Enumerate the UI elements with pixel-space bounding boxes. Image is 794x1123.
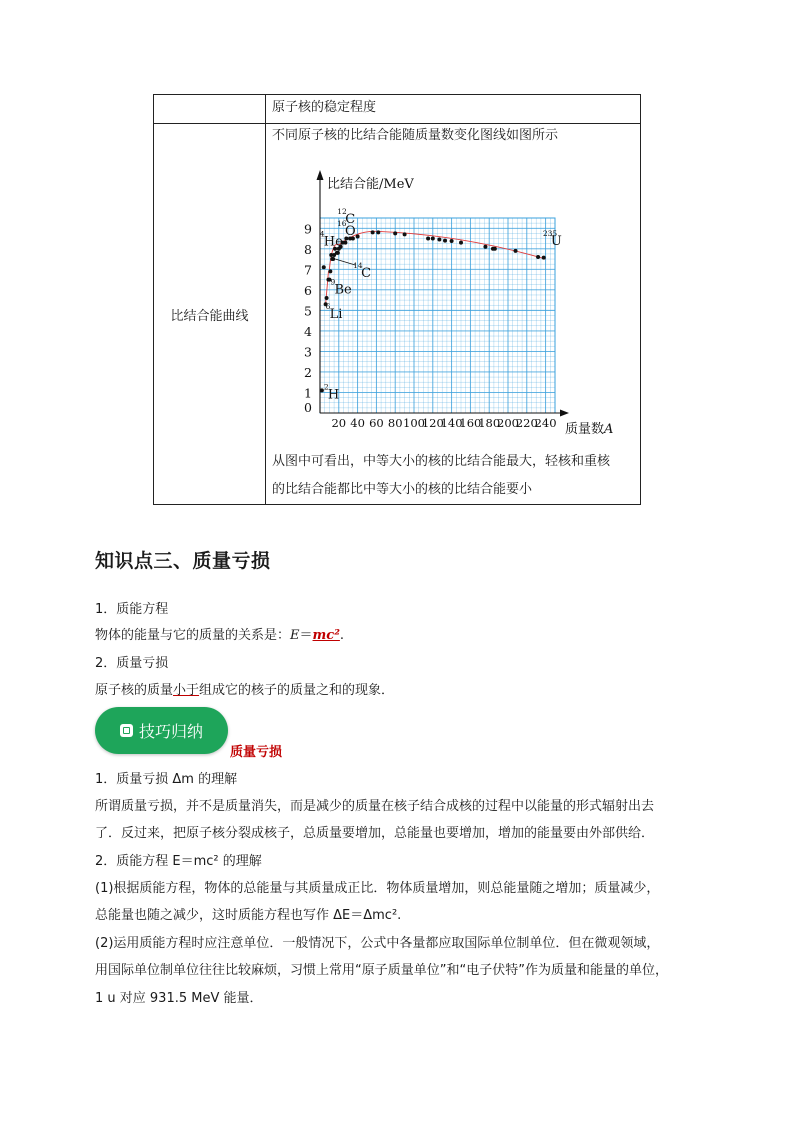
tips-p1-line1: 所谓质量亏损，并不是质量消失，而是减少的质量在核子结合成核的过程中以能量的形式辐射出去 xyxy=(95,799,655,814)
data-point xyxy=(403,232,407,236)
item2-key: 小于 xyxy=(173,683,200,698)
nucleus-symbol: U xyxy=(550,234,562,249)
data-point xyxy=(325,296,329,300)
data-point xyxy=(514,249,518,253)
y-tick-label: 6 xyxy=(304,282,312,298)
nucleus-mass-number: 6 xyxy=(325,302,331,312)
tips-caption: 质量亏损 xyxy=(230,745,283,760)
data-point xyxy=(450,239,454,243)
x-axis-arrow xyxy=(560,410,569,417)
table-row xyxy=(154,124,641,505)
x-tick-label: 100 xyxy=(403,416,425,430)
chart-conclusion-1: 从图中可看出，中等大小的核的比结合能最大，轻核和重核 xyxy=(272,454,611,469)
row-label-empty xyxy=(154,95,266,124)
data-point xyxy=(331,257,335,261)
x-axis-label xyxy=(565,421,613,437)
data-point xyxy=(328,269,332,273)
nucleus-mass-number: 12 xyxy=(337,206,347,216)
tips-badge-label: 技巧归纳 xyxy=(138,722,203,741)
tips-p3-line3: 1 u 对应 931.5 MeV 能量． xyxy=(95,991,263,1006)
y-tick-label: 2 xyxy=(304,364,312,380)
x-tick-label: 240 xyxy=(534,416,557,430)
data-point xyxy=(376,230,380,234)
chart-conclusion-2: 的比结合能都比中等大小的核的比结合能要小 xyxy=(272,482,533,497)
data-point xyxy=(371,230,375,234)
nucleus-mass-number: 16 xyxy=(337,218,347,228)
item2-heading: 2．质量亏损 xyxy=(95,656,169,671)
x-tick-label: 80 xyxy=(387,416,403,430)
y-tick-label: 0 xyxy=(304,400,312,415)
nucleus-symbol: H xyxy=(327,387,340,403)
knowledge-table xyxy=(153,94,641,505)
data-point xyxy=(483,245,487,249)
row-value-stability: 原子核的稳定程度 xyxy=(266,95,641,124)
tips-heading-1: 1．质量亏损 Δm 的理解 xyxy=(95,772,238,787)
y-axis-arrow xyxy=(317,170,324,180)
x-axis-label-var: A xyxy=(604,422,614,437)
tips-p3-line1: (2)运用质能方程时应注意单位．一般情况下，公式中各量都应取国际单位制单位．但在微观领域， xyxy=(95,936,660,951)
x-tick-label: 140 xyxy=(440,416,463,430)
row-label-curve: 比结合能曲线 xyxy=(154,124,266,505)
data-point xyxy=(356,234,360,238)
item2-post: 组成它的核子的质量之和的现象． xyxy=(199,683,395,698)
item2-text xyxy=(95,679,394,698)
table-row xyxy=(154,95,641,124)
x-tick-label: 160 xyxy=(459,416,482,430)
nucleus-mass-number: 235 xyxy=(542,229,558,238)
x-tick-label: 200 xyxy=(497,416,519,430)
y-tick-label: 5 xyxy=(304,303,312,319)
x-tick-label: 120 xyxy=(421,416,444,430)
nucleus-mass-number: 14 xyxy=(353,261,363,271)
nucleus-mass-number: 4 xyxy=(319,229,325,239)
y-tick-label: 9 xyxy=(304,221,312,237)
section-title: 知识点三、质量亏损 xyxy=(95,550,271,572)
nucleus-symbol: C xyxy=(361,266,372,282)
data-point xyxy=(437,238,441,242)
nucleus-symbol: He xyxy=(323,234,343,250)
data-point xyxy=(542,256,546,260)
nucleus-symbol: C xyxy=(345,211,356,227)
tips-heading-2: 2．质能方程 E＝mc² 的理解 xyxy=(95,854,262,869)
data-point xyxy=(443,239,447,243)
y-tick-label: 4 xyxy=(304,323,312,339)
data-point xyxy=(336,251,340,255)
nucleus-mass-number: 9 xyxy=(330,277,336,287)
y-tick-label: 3 xyxy=(304,344,312,360)
item1-heading: 1．质能方程 xyxy=(95,602,169,617)
nucleus-symbol: O xyxy=(345,223,356,239)
equation-equals: ＝ xyxy=(299,628,313,643)
x-tick-label: 60 xyxy=(369,416,384,430)
y-axis-label: 比结合能/MeV xyxy=(327,177,414,192)
tips-p2-line1: (1)根据质能方程，物体的总能量与其质量成正比．物体质量增加，则总能量随之增加；质量减少， xyxy=(95,881,660,896)
data-point xyxy=(493,247,497,251)
nucleus-mass-number: 2 xyxy=(323,382,329,392)
y-tick-label: 8 xyxy=(304,241,312,257)
data-point xyxy=(343,241,347,245)
x-tick-label: 220 xyxy=(515,416,538,430)
nucleus-symbol: Li xyxy=(329,307,343,323)
data-point xyxy=(322,265,326,269)
x-tick-label: 20 xyxy=(331,416,347,430)
y-tick-label: 7 xyxy=(304,262,312,278)
chart-intro: 不同原子核的比结合能随质量数变化图线如图所示 xyxy=(272,128,559,143)
data-point xyxy=(536,255,540,259)
data-point xyxy=(459,241,463,245)
item1-text-pre: 物体的能量与它的质量的关系是： xyxy=(95,628,291,643)
x-axis-label-text: 质量数 xyxy=(565,422,605,437)
x-tick-label: 40 xyxy=(350,416,365,430)
tips-badge xyxy=(95,707,228,754)
tips-p3-line2: 用国际单位制单位往往比较麻烦，习惯上常用“原子质量单位”和“电子伏特”作为质量和能量的单位， xyxy=(95,963,668,978)
item1-text xyxy=(95,624,344,643)
tips-p2-line2: 总能量也随之减少，这时质能方程也写作 ΔE＝Δmc². xyxy=(95,908,402,923)
nucleus-symbol: Be xyxy=(334,282,352,298)
x-tick-label: 180 xyxy=(478,416,501,430)
tips-p1-line2: 了．反过来，把原子核分裂成核子，总质量要增加，总能量也要增加，增加的能量要由外部供给． xyxy=(95,826,655,841)
binding-energy-chart xyxy=(272,148,614,448)
y-tick-label: 1 xyxy=(304,385,312,401)
book-icon xyxy=(120,724,133,737)
row-value-curve xyxy=(266,124,641,505)
item2-pre: 原子核的质量 xyxy=(95,683,174,698)
equation-mc2: mc² xyxy=(312,628,340,643)
data-point xyxy=(431,237,435,241)
equation-tail: . xyxy=(339,628,345,643)
data-point xyxy=(426,237,430,241)
equation-e: E xyxy=(290,628,300,643)
data-point xyxy=(393,231,397,235)
